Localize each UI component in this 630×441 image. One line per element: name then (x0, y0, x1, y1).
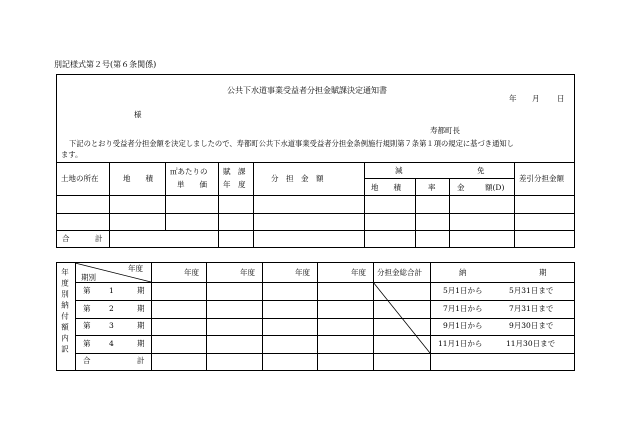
notice-body-line2: ます。 (61, 150, 83, 159)
form-number-label: 別記様式第２号(第６条関係) (54, 60, 157, 69)
header-unit-price-top: ㎡あたりの (170, 167, 208, 176)
payment-period-header-right: 期 (539, 268, 547, 277)
header-reduction-right: 免 (477, 166, 485, 175)
corner-year-label: 年度 (128, 264, 143, 273)
header-fuka-top: 賦 課 (223, 167, 246, 176)
header-reduction-left: 減 (395, 166, 403, 175)
year-column-header: 年度 (351, 268, 366, 277)
header-red-area: 地 積 (371, 183, 401, 192)
breakdown-total-right: 計 (137, 356, 145, 365)
grand-total-column-header: 分担金総合計 (377, 268, 422, 277)
date-day-label: 日 (557, 94, 565, 103)
breakdown-side-label: 年度別納付額内訳 (60, 268, 70, 356)
date-year-label: 年 (509, 94, 517, 103)
issuer-name: 寿都町長 (430, 126, 460, 135)
header-area: 地 積 (123, 174, 153, 183)
year-column-header: 年度 (240, 268, 255, 277)
addressee-suffix: 様 (134, 110, 142, 119)
total-label-right: 計 (95, 234, 103, 243)
notice-body-line1: 下記のとおり受益者分担金額を決定しましたので、寿都町公共下水道事業受益者分担金条例施行規則第７条第１項の規定に基づき通知し (69, 139, 514, 148)
breakdown-total-left: 合 (83, 356, 91, 365)
total-label-left: 合 (62, 234, 70, 243)
header-location: 土地の所在 (61, 174, 99, 183)
year-column-header: 年度 (295, 268, 310, 277)
payment-breakdown-box: 年度別納付額内訳 年度 期別 年度 年度 年度 年度 分担金総合計 納 期 第 1 期 5月1日から 5月31日まで 第 2 期 7月1日から 7月31日まで 第 3 期 9月1日から 9月30日まで 第 4 期 11月1日から 11月30日まで 合 計 (56, 262, 575, 371)
year-column-header: 年度 (184, 268, 199, 277)
header-red-amount-right: 額(D) (485, 183, 505, 192)
notice-title: 公共下水道事業受益者分担金賦課決定通知書 (227, 86, 387, 95)
header-amount: 分 担 金 額 (271, 174, 324, 183)
header-fuka-bottom: 年 度 (223, 180, 246, 189)
header-red-amount-left: 金 (457, 183, 465, 192)
header-unit-price-bottom: 単 価 (177, 180, 207, 189)
date-month-label: 月 (532, 94, 540, 103)
payment-period-header-left: 納 (459, 268, 467, 277)
header-red-rate: 率 (428, 183, 436, 192)
header-net-amount: 差引分担金額 (519, 174, 564, 183)
notice-box (56, 74, 575, 248)
corner-period-label: 期別 (81, 273, 96, 282)
